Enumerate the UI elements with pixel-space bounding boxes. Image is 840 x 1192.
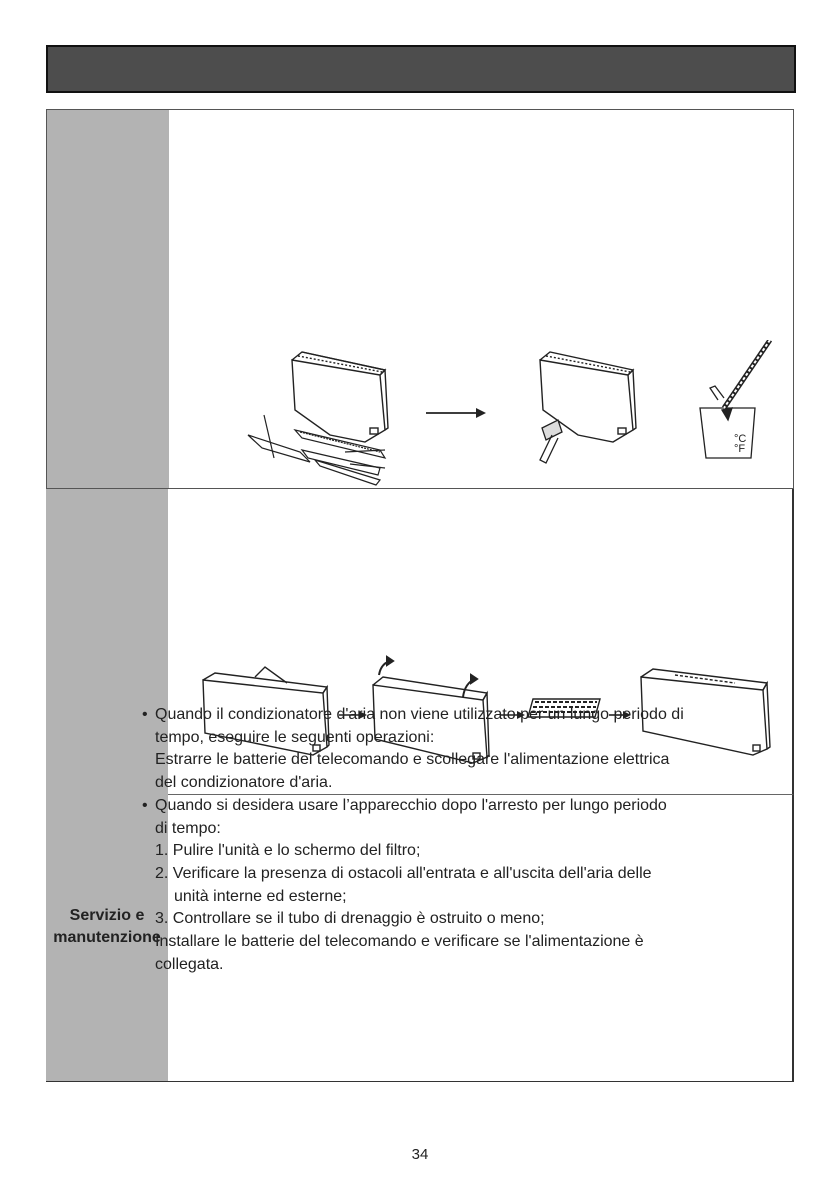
arrow-right-icon [426,408,486,418]
note-line: collegata. [155,955,224,973]
cleaning-illustration [240,340,780,490]
note-line: del condizionatore d'aria. [155,774,333,792]
row-label-cell [47,110,169,488]
note-line: Quando si desidera usare l’apparecchio dopo l'arresto per lungo periodo [155,796,667,814]
section-label-line2: manutenzione [53,929,161,946]
note-line: 3. Controllare se il tubo di drenaggio è ostruito o meno; [155,910,545,928]
note-line: 1. Pulire l'unità e lo schermo del filtro; [155,842,421,860]
maintenance-notes [142,704,742,976]
page-number: 34 [411,1146,429,1163]
note-line: Installare le batterie del telecomando e verificare se l'alimentazione è [155,933,644,951]
note-line: 2. Verificare la presenza di ostacoli all'entrata e all'uscita dell'aria delle [155,864,652,882]
note-line: unità interne ed esterne; [174,887,347,905]
note-line: Quando il condizionatore d'aria non viene utilizzato per un lungo periodo di [155,706,684,723]
section-label-line1: Servizio e [69,907,145,924]
note-line: Estrarre le batterie del telecomando e scollegare l'alimentazione elettrica [155,751,670,769]
section-header-bar [46,45,796,93]
bullet-icon: • [142,796,148,814]
fahrenheit-label: °F [734,443,746,455]
vacuum-brush-icon [540,420,562,463]
celsius-label: °C [734,433,747,445]
indoor-unit-icon [292,352,388,442]
note-line: di tempo: [155,819,221,837]
bullet-icon: • [142,706,148,723]
note-line: tempo, eseguire le seguenti operazioni: [155,728,435,746]
